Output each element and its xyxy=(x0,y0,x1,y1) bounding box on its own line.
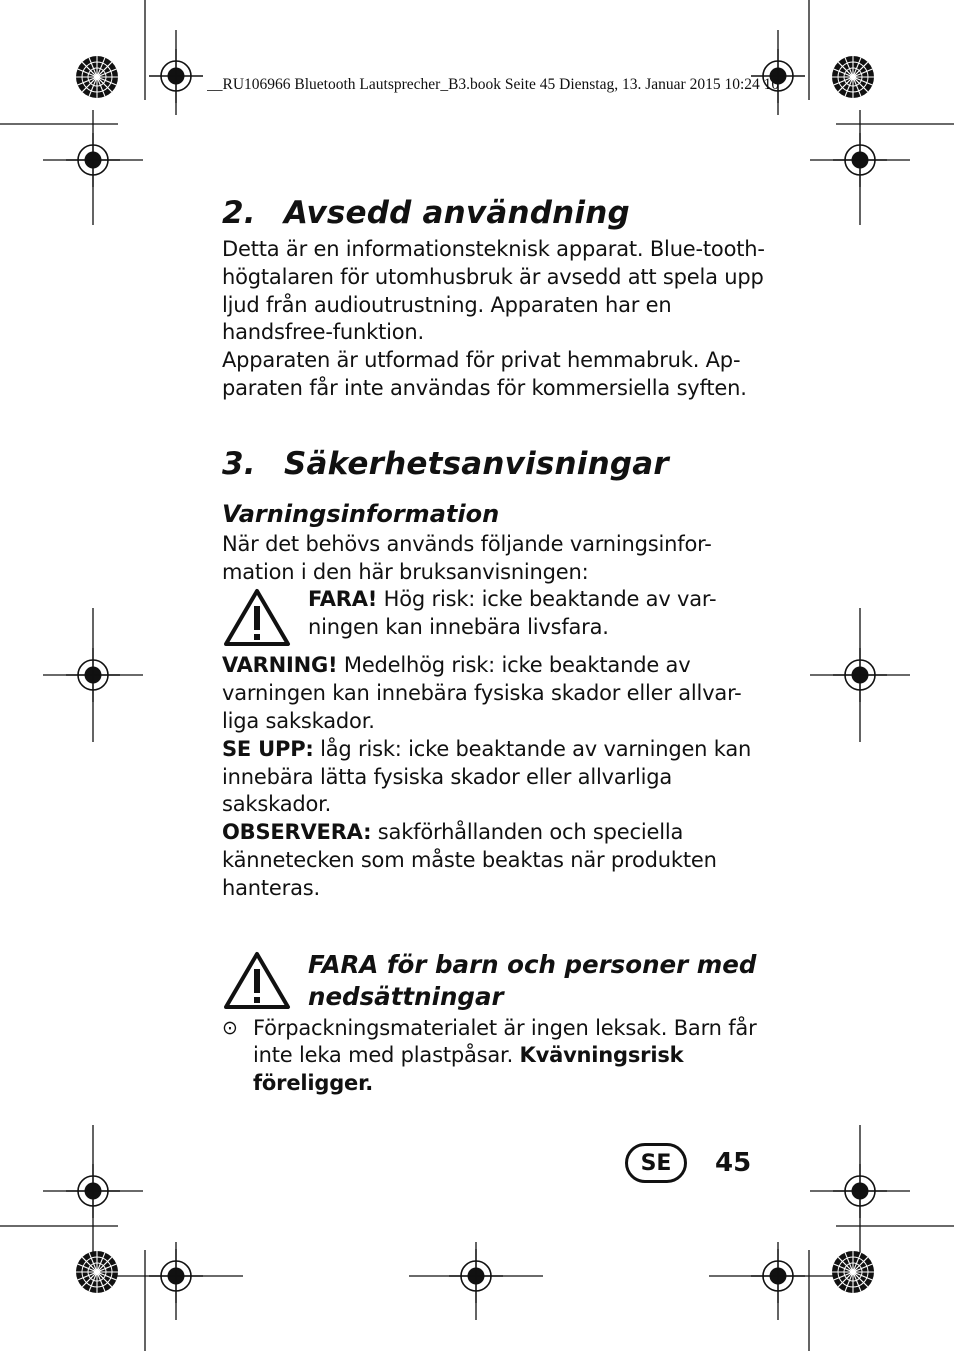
warning-label: VARNING! xyxy=(222,653,338,678)
subheading-warning-info: Varningsinformation xyxy=(222,499,500,528)
section-title: Avsedd användning xyxy=(284,195,630,231)
caution-text: SE UPP: låg risk: icke beaktande av varningen kan innebära lätta fysiska skador eller allvarliga sakskador. xyxy=(222,736,752,817)
danger-row xyxy=(222,586,767,652)
warning-triangle-icon xyxy=(222,586,308,652)
bullet-text: Förpackningsmaterialet är ingen leksak. Barn får inte leka med plastpåsar. Kvävningsrisk föreligger. xyxy=(253,1015,757,1096)
section-number: 2. xyxy=(222,195,256,231)
bullet-bold-text: Kvävningsrisk föreligger. xyxy=(253,1043,684,1096)
children-warning-row xyxy=(222,949,767,1015)
section-heading-safety xyxy=(222,441,767,487)
print-slug: __RU106966 Bluetooth Lautsprecher_B3.book Seite 45 Dienstag, 13. Januar 2015 10:24 10 xyxy=(207,76,780,93)
list-item xyxy=(222,1015,767,1098)
children-warning-heading: FARA för barn och personer med nedsättningar xyxy=(308,949,757,1011)
page-content xyxy=(222,190,767,1098)
warning-triangle-icon xyxy=(222,949,308,1015)
paragraph: Detta är en informationsteknisk apparat. Blue-tooth-högtalaren för utomhusbruk är avsedd att spela upp ljud från audioutrustning. Apparaten har en handsfree-funktion. xyxy=(222,237,765,345)
danger-label: FARA! xyxy=(308,587,378,612)
page-footer xyxy=(625,1143,751,1183)
caution-label: SE UPP: xyxy=(222,736,314,761)
section-title: Säkerhetsanvisningar xyxy=(284,445,669,482)
paragraph: Apparaten är utformad för privat hemmabruk. Ap-paraten får inte användas för kommersiella syften. xyxy=(222,348,747,400)
section-number: 3. xyxy=(222,445,256,482)
section-heading-intended-use xyxy=(222,190,767,236)
notice-label: OBSERVERA: xyxy=(222,820,372,845)
language-badge: SE xyxy=(625,1143,687,1183)
notice-text: OBSERVERA: sakförhållanden och speciella kännetecken som måste beaktas när produkten hanteras. xyxy=(222,820,717,900)
paragraph: När det behövs används följande varningsinfor-mation i den här bruksanvisningen: xyxy=(222,531,712,584)
bullet-icon: ⊙ xyxy=(222,1016,238,1039)
danger-text: FARA! Hög risk: icke beaktande av var-ningen kan innebära livsfara. xyxy=(308,587,717,640)
warning-text: VARNING! Medelhög risk: icke beaktande av varningen kan innebära fysiska skador eller allvar-liga sakskador. xyxy=(222,653,742,733)
page-number: 45 xyxy=(715,1148,752,1178)
